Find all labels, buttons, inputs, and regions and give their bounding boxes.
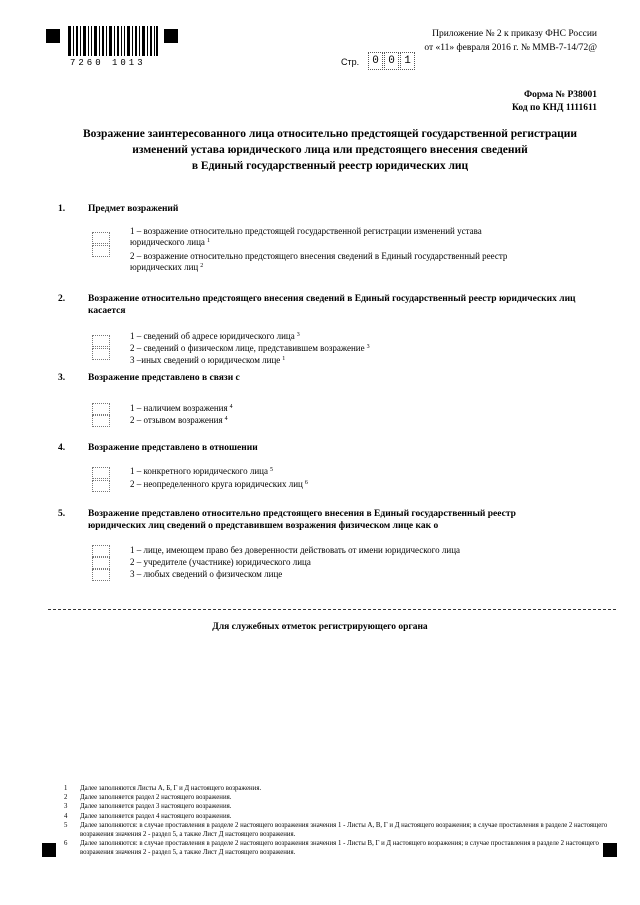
footnote-ref: 3	[366, 344, 370, 350]
footnote-number: 4	[64, 812, 68, 820]
footnote-text: Далее заполняется раздел 4 настоящего возражения.	[80, 812, 232, 820]
option-text: 2 – возражение относительно предстоящего внесения сведений в Единый государственный реестр	[130, 251, 508, 261]
checkbox-cell[interactable]	[92, 467, 110, 479]
checkbox-cell[interactable]	[92, 557, 110, 569]
approval-note	[424, 27, 597, 55]
option-text: 3 –иных сведений о юридическом лице	[130, 355, 281, 365]
option-text: 1 – наличием возражения	[130, 403, 228, 413]
section-number: 5.	[58, 509, 66, 519]
footnote-text: Далее заполняются: в случае проставления в разделе 2 настоящего возражения значения 1 - Листы В, Г и Д настоящего возражения; в случае проставления в разделе 2 настоящего возражения значения 2 - раздел 5, а также Лист Д настоящего возражения.	[80, 840, 599, 857]
checkbox-cell[interactable]	[92, 569, 110, 581]
checkbox-cell[interactable]	[92, 348, 110, 360]
footnote-ref: 6	[304, 480, 308, 486]
footnote-text: Далее заполняются Листы А, Б, Г и Д настоящего возражения.	[80, 785, 262, 792]
footnote	[64, 839, 610, 857]
document-title	[60, 126, 600, 174]
footnote-text: Далее заполняются: в случае проставления в разделе 2 настоящего возражения значения 1 - Листы А, В, Г и Д настоящего возражения; в случае проставления в разделе 2 настоящего возражения значения 2 - раздел 5, а также Лист Д настоящего возражения.	[80, 821, 608, 839]
section-heading: Возражение представлено в связи с	[88, 373, 240, 383]
corner-marker-bottom-left	[42, 843, 56, 857]
section-2-title	[58, 293, 576, 317]
checkbox-cell[interactable]	[92, 232, 110, 244]
option-5-1: 1 – лице, имеющем право без доверенности действовать от имени юридического лица	[130, 545, 461, 555]
checkbox-cell[interactable]	[92, 480, 110, 492]
option-5-2: 2 – учредителе (участнике) юридического лица	[130, 557, 311, 567]
dashed-separator	[48, 609, 616, 610]
footnote-ref: 4	[229, 404, 233, 410]
footnote-text: Далее заполняется раздел 2 настоящего возражения.	[80, 794, 232, 802]
option-text: юридического лица	[130, 237, 205, 247]
page-label: Стр.	[341, 57, 360, 67]
footnote-text: Далее заполняется раздел 3 настоящего возражения.	[80, 803, 232, 811]
option-4-2	[130, 479, 308, 490]
section-heading	[88, 508, 516, 532]
section-heading: Предмет возражений	[88, 204, 179, 214]
service-area-title: Для служебных отметок регистрирующего органа	[212, 622, 428, 632]
option-2-2	[130, 343, 370, 354]
section-number: 1.	[58, 204, 66, 214]
footnote-number: 3	[64, 803, 68, 811]
option-1-1	[130, 226, 482, 248]
footnote	[64, 821, 610, 839]
section-heading-line: касается	[88, 306, 126, 316]
option-2-1	[130, 331, 300, 342]
barcode	[68, 26, 158, 56]
option-4-1	[130, 466, 273, 477]
footnote-ref: 1	[282, 356, 286, 362]
footnote-ref: 2	[200, 263, 204, 269]
option-3-2	[130, 415, 228, 426]
option-text: 1 – возражение относительно предстоящей государственной регистрации изменений устава	[130, 226, 482, 236]
form-number: Форма № Р38001	[523, 90, 597, 100]
checkbox-cell[interactable]	[92, 245, 110, 257]
footnote-ref: 1	[206, 238, 210, 244]
footnote	[64, 784, 610, 793]
barcode-number: 7260 1013	[70, 58, 146, 68]
footnote-ref: 3	[296, 332, 300, 338]
section-5-title	[58, 508, 516, 532]
title-line-1: Возражение заинтересованного лица относительно предстоящей государственной регистрации	[83, 128, 577, 140]
checkbox-cell[interactable]	[92, 545, 110, 557]
option-text: 2 – неопределенного круга юридических лиц	[130, 479, 303, 489]
footnotes	[64, 784, 610, 858]
option-2-3	[130, 355, 285, 366]
section-number: 2.	[58, 294, 66, 304]
title-line-3: в Единый государственный реестр юридических лиц	[191, 160, 469, 172]
option-1-2	[130, 251, 507, 273]
section-heading-line: Возражение представлено относительно предстоящего внесения в Единый государственный реестр	[88, 509, 516, 519]
checkbox-cell[interactable]	[92, 335, 110, 347]
footnote-ref: 4	[224, 416, 228, 422]
footnote	[64, 793, 610, 802]
option-text: 1 – конкретного юридического лица	[130, 466, 268, 476]
approval-line-1: Приложение № 2 к приказу ФНС России	[432, 29, 597, 39]
corner-marker-top-left	[46, 29, 60, 43]
section-heading: Возражение представлено в отношении	[88, 443, 258, 453]
footnote-number: 2	[64, 794, 68, 802]
footnote-ref: 5	[270, 467, 273, 473]
section-number: 4.	[58, 443, 66, 453]
page-digit-cell: 0	[368, 52, 383, 70]
section-4-title	[58, 442, 258, 454]
checkbox-cell[interactable]	[92, 415, 110, 427]
section-heading	[88, 293, 576, 317]
option-text: юридических лиц	[130, 262, 199, 272]
page-number-cells	[368, 52, 416, 70]
footnote-number: 1	[64, 785, 68, 792]
section-heading-line: Возражение относительно предстоящего внесения сведений в Единый государственный реестр юридических лиц	[88, 294, 576, 304]
option-5-3: 3 – любых сведений о физическом лице	[130, 569, 283, 579]
knd-code: Код по КНД 1111611	[511, 103, 597, 113]
page-digit-cell: 1	[400, 52, 415, 70]
corner-marker-top-right	[164, 29, 178, 43]
approval-line-2: от «11» февраля 2016 г. № ММВ-7-14/72@	[424, 43, 597, 53]
option-3-1	[130, 403, 233, 414]
footnote	[64, 802, 610, 811]
section-1-title	[58, 203, 178, 215]
option-text: 2 – сведений о физическом лице, представившем возражение	[130, 343, 365, 353]
checkbox-cell[interactable]	[92, 403, 110, 415]
section-number: 3.	[58, 373, 66, 383]
section-heading-line: юридических лиц сведений о представившем возражения физическом лице как о	[88, 521, 439, 531]
footnote-number: 6	[64, 840, 68, 848]
section-3-title	[58, 372, 240, 384]
footnote-number: 5	[64, 821, 68, 829]
option-text: 2 – отзывом возражения	[130, 415, 223, 425]
footnote	[64, 812, 610, 821]
title-line-2: изменений устава юридического лица или предстоящего внесения сведений	[132, 144, 528, 156]
form-code	[512, 89, 597, 115]
option-text: 1 – сведений об адресе юридического лица	[130, 331, 295, 341]
page-digit-cell: 0	[384, 52, 399, 70]
